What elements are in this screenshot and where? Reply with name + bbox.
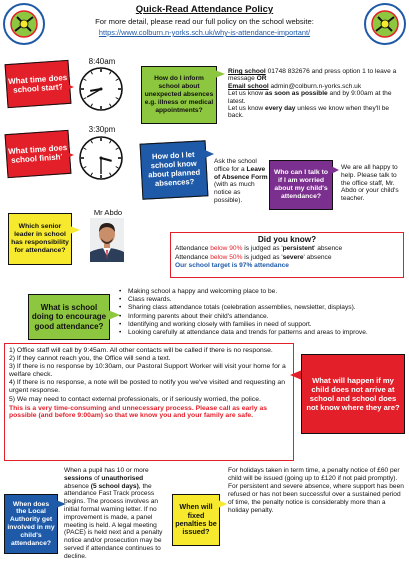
worried-question: Who can I talk to if I am worried about my child's attendance? <box>269 160 333 210</box>
not-arrive-steps <box>4 343 294 461</box>
encourage-list <box>118 288 406 337</box>
fixed-penalties-question: When will fixed penalties be issued? <box>172 494 220 546</box>
did-you-know-box <box>170 232 404 278</box>
encourage-item: • Identifying and working closely with families in need of support. <box>118 321 406 329</box>
worried-bubble-tail <box>331 166 339 174</box>
senior-leader-question: Which senior leader in school has responsibility for attendance? <box>8 213 72 265</box>
did-you-know-title: Did you know? <box>257 235 317 244</box>
not-arrive-warning: This is a very time-consuming and unnecessary process. Please call as early as possible (and before 9:00am) so that we know you and your family are safe. <box>9 404 268 420</box>
policy-link[interactable]: https://www.colburn.n-yorks.sch.uk/why-is-attendance-important/ <box>98 28 311 37</box>
planned-answer: Ask the school office for a Leave of Absence Form (with as much notice as possible). <box>214 158 268 204</box>
not-arrive-step-list <box>9 347 289 404</box>
not-arrive-step: 4) If there is no response, a note will be posted to notify you we've visited and requesting an urgent response. <box>9 379 285 395</box>
attendance-target: Our school target is 97% attendance <box>175 262 289 270</box>
encourage-item: • Looking carefully at attendance data and trends for patterns and areas to improve. <box>118 329 406 337</box>
page-subtitle: For more detail, please read our full policy on the school website: <box>95 17 314 26</box>
start-time-question: What time does school start? <box>5 60 72 108</box>
fixed-penalties-answer: For holidays taken in term time, a penalty notice of £60 per child will be issued (going up to £120 if not paid promptly). For persistent and severe absence, where support has been refused or has not been successful over a sustained period of time, the penalty notice is considerably more than a holiday penalty. <box>228 467 404 514</box>
leader-bubble-tail <box>70 226 80 234</box>
not-arrive-step: 5) We may need to contact external professionals, or if seriously worried, the police. <box>9 395 261 403</box>
planned-absence-question: How do I let school know about planned absences? <box>140 140 209 199</box>
page-title: Quick-Read Attendance Policy <box>135 4 274 15</box>
planned-bubble-tail <box>205 150 214 158</box>
finish-bubble-tail <box>62 150 74 160</box>
did-you-know-line2: Attendance below 50% is judged as 'severe' absence <box>175 253 332 261</box>
finish-time-question: What time does school finish? <box>5 130 72 178</box>
clock-finish-icon <box>78 135 124 181</box>
encourage-item: • Making school a happy and welcoming place to be. <box>118 288 406 296</box>
start-time-label: 8:40am <box>88 57 116 66</box>
penalty-bubble-tail <box>218 500 227 508</box>
encourage-question: What is school doing to encourage good attendance? <box>28 294 110 340</box>
not-arrive-step: 3) If there is no response by 10:30am, our Pastoral Support Worker will visit your home for a welfare check. <box>9 363 286 379</box>
encourage-item: • Class rewards. <box>118 296 406 304</box>
encourage-item: • Informing parents about their child's attendance. <box>118 313 406 321</box>
local-authority-answer: When a pupil has 10 or more sessions of unauthorised absence (5 school days), the attendance Fast Track process begins. The process involves an initial formal warning letter. If no improvement is made, a panel meeting is held. A legal meeting (PACE) is held next and a penalty notice and/or prosecution may be served if attendance continues to decline. <box>64 467 163 560</box>
leader-name: Mr Abdo <box>93 208 123 217</box>
start-bubble-tail <box>62 82 74 92</box>
not-arrive-question: What will happen if my child does not arrive at school and school does not know where they are? <box>301 354 405 434</box>
leader-photo <box>90 218 124 262</box>
school-logo-right <box>364 3 406 45</box>
local-authority-question: When does the Local Authority get involved in my child's attendance? <box>4 494 58 554</box>
not-arrive-step: 1) Office staff will call by 9:45am. All other contacts will be called if there is no response. <box>9 347 273 354</box>
did-you-know-line1: Attendance below 90% is judged as 'persistent' absence <box>175 245 343 252</box>
inform-absence-question: How do I inform school about unexpected absences e.g. illness or medical appointments? <box>141 66 217 124</box>
finish-time-label: 3:30pm <box>88 125 116 134</box>
inform-bubble-tail <box>215 70 225 78</box>
not-arrive-step: 2) If they cannot reach you, the Office will send a text. <box>9 355 171 363</box>
encourage-item: • Sharing class attendance totals (celebration assemblies, newsletter, displays). <box>118 304 406 312</box>
school-logo-left <box>3 3 45 45</box>
clock-start-icon <box>78 66 124 112</box>
worried-answer: We are all happy to help. Please talk to the office staff, Mr. Abdo or your child's teacher. <box>341 164 399 203</box>
inform-answer: Ring school 01748 832676 and press option 1 to leave a message OR Email school admin@colburn.n-yorks.sch.uk Let us know as soon as possible and by 9:00am at the latest. Let us know every day unless we know when they'll be back. <box>228 68 397 120</box>
